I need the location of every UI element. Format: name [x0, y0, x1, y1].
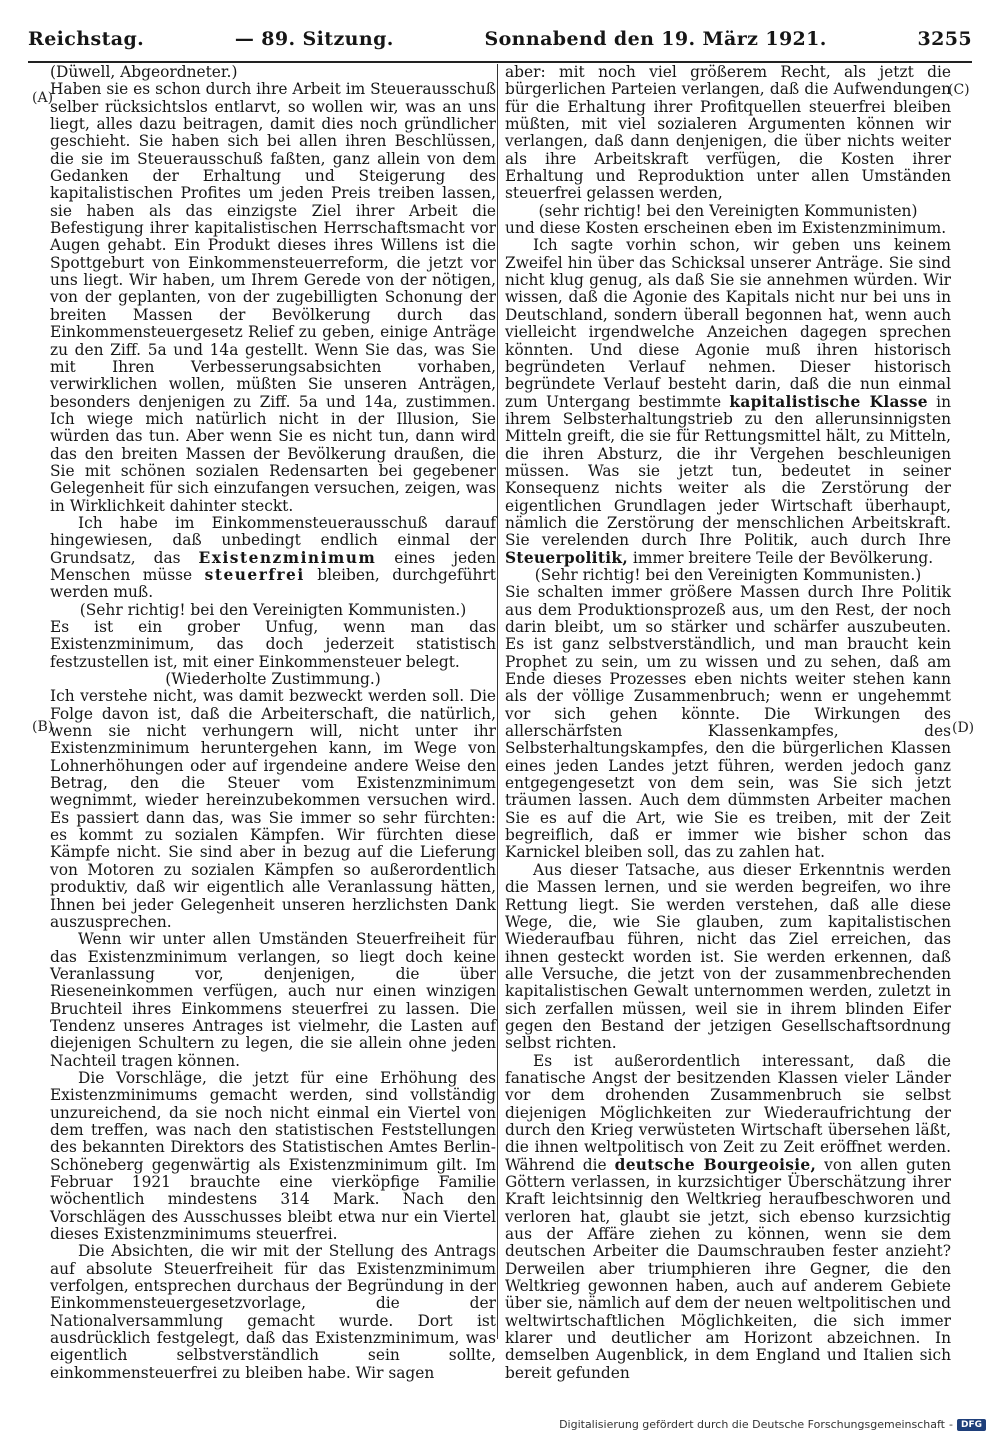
dfg-logo-icon: DFG — [957, 1419, 986, 1431]
margin-mark-b: (B) — [32, 719, 54, 735]
header-date: Sonnabend den 19. März 1921. — [484, 28, 827, 50]
interjection: (Sehr richtig! bei den Vereinigten Kommunisten.) — [534, 565, 922, 584]
paragraph: Ich verstehe nicht, was damit bezweckt werden soll. Die Folge davon ist, daß die Arbeiterschaft, die natürlich, wenn sie nicht verhungern will, nicht unter ihr Existenzminimum heruntergehen kann, im Wege von Lohnerhöhungen oder auf irgendeine andere Weise den Betrag, den die Steuer vom Existenzminimum wegnimmt, wieder hereinzubekommen versuchen wird. Es passiert dann das, was Sie immer so sehr fürchten: es kommt zu sozialen Kämpfen. Wir fürchten diese Kämpfe nicht. Sie sind aber in bezug auf die Lieferung von Motoren zu sozialen Kämpfen so außerordentlich produktiv, daß wir eigentlich alle Veranlassung hätten, Ihnen bei jeder Gelegenheit unseren herzlichsten Dank auszusprechen. — [50, 687, 496, 931]
page-header — [28, 28, 972, 58]
emphasis-deutsche-bourgeoisie: deutsche Bourgeoisie, — [614, 1155, 817, 1174]
paragraph: Ich sagte vorhin schon, wir geben uns keinem Zweifel hin über das Schicksal unserer Anträge. Sie sind nicht klug genug, als daß Sie sie annehmen würden. Wir wissen, daß die Agonie des Kapitals nicht nur bei uns in Deutschland, sondern überall begonnen hat, wenn auch vielleicht irgendwelche Anzeichen dagegen sprechen könnten. Und diese Agonie muß ihren historisch begründeten Verlauf nehmen. Dieser historisch begründete Verlauf besteht darin, daß die nun einmal zum Untergang bestimmte kapitalistische Klasse in ihrem Selbsterhaltungstrieb zu den allerunsinnigsten Mitteln greift, die sie für Rettungsmittel hält, zu Mitteln, die ihren Absturz, die ihr Vergehen beschleunigen müssen. Was sie jetzt tun, bedeutet in seiner Konsequenz nichts weiter als die Zerstörung der eigentlichen Grundlagen jeder Wirtschaft überhaupt, nämlich die Zerstörung der menschlichen Arbeitskraft. Sie verelenden durch Ihre Politik, auch durch Ihre Steuerpolitik, immer breitere Teile der Bevölkerung. — [505, 236, 951, 567]
paragraph: Die Vorschläge, die jetzt für eine Erhöhung des Existenzminimums gemacht werden, sind vollständig unzureichend, da sie noch nicht einmal ein Viertel von dem treffen, was nach den statistischen Feststellungen des bekannten Direktors des Statistischen Amtes Berlin-Schöneberg gegenwärtig als Existenzminimum gilt. Im Februar 1921 brauchte eine vierköpfige Familie wöchentlich mindestens 314 Mark. Nach den Vorschlägen des Ausschusses bleibt etwa nur ein Viertel dieses Existenzminimums steuerfrei. — [50, 1068, 496, 1244]
interjection: (sehr richtig! bei den Vereinigten Kommunisten) — [538, 201, 918, 220]
interjection: (Wiederholte Zustimmung.) — [165, 670, 381, 689]
header-publication: Reichstag. — [28, 28, 145, 50]
column-divider — [497, 64, 498, 1339]
interjection: (Sehr richtig! bei den Vereinigten Kommunisten.) — [79, 600, 467, 619]
paragraph: Aus dieser Tatsache, aus dieser Erkenntnis werden die Massen lernen, und sie werden begreifen, wo ihre Rettung liegt. Sie werden verstehen, daß alle diese Wege, die, wie Sie glauben, zum kapitalistischen Wiederaufbau führen, nicht das Ziel erreichen, das ihnen gesteckt worden ist. Sie werden erkennen, daß alle Versuche, die jetzt von der zusammenbrechenden kapitalistischen Gewalt unternommen werden, zuletzt in sich zerfallen müssen, weil sie in ihrem blinden Eifer gegen den Bestand der jetzigen Gesellschaftsordnung selbst richten. — [505, 860, 951, 1053]
emphasis-existenzminimum: Existenzminimum — [198, 548, 377, 567]
digitization-footer — [559, 1418, 986, 1431]
paragraph: Die Absichten, die wir mit der Stellung des Antrags auf absolute Steuerfreiheit für das Existenzminimum verfolgen, entsprechen durchaus der Begründung in der Einkommensteuergesetzvorlage, die der Nationalversammlung gemacht wurde. Dort ist ausdrücklich festgelegt, daß das Existenzminimum, was eigentlich selbstverständlich sein sollte, einkommensteuerfrei zu bleiben habe. Wir sagen — [50, 1242, 496, 1382]
right-column — [505, 64, 951, 1382]
margin-mark-c: (C) — [948, 82, 970, 98]
paragraph: Es ist ein grober Unfug, wenn man das Existenzminimum, das doch jederzeit statistisch festzustellen ist, mit einer Einkommensteuer belegt. — [50, 618, 496, 671]
header-session: — 89. Sitzung. — [234, 28, 394, 50]
header-page-number: 3255 — [917, 28, 972, 50]
paragraph: Ich habe im Einkommensteuerausschuß darauf hingewiesen, daß unbedingt endlich einmal der Grundsatz, das Existenzminimum eines jeden Menschen müsse steuerfrei bleiben, durchgeführt werden muß. — [50, 513, 496, 602]
footer-separator: - — [949, 1418, 953, 1431]
margin-mark-a: (A) — [32, 90, 54, 106]
paragraph: Wenn wir unter allen Umständen Steuerfreiheit für das Existenzminimum verlangen, so liegt doch keine Veranlassung vor, denjenigen, die über Rieseneinkommen verfügen, auch nur einen winzigen Bruchteil ihres Einkommens steuerfrei zu lassen. Die Tendenz unseres Antrages ist vielmehr, die Lasten auf diejenigen Schultern zu legen, die sie allein ohne jeden Nachteil tragen können. — [50, 930, 496, 1070]
speaker-label: (Düwell, Abgeordneter.) — [50, 63, 238, 81]
paragraph: Sie schalten immer größere Massen durch Ihre Politik aus dem Produktionsprozeß aus, um den Rest, der noch darin bleibt, um so stärker und schärfer auszubeuten. Es ist ganz selbstverständlich, und man braucht kein Prophet zu sein, um zu wissen und zu sehen, daß am Ende dieses Prozesses eben nichts weiter stehen kann als der völlige Zusammenbruch; wenn er ungehemmt vor sich gehen könnte. Die Wirkungen des allerschärfsten Klassenkampfes, des Selbsterhaltungskampfes, den die bürgerlichen Klassen eines jeden Landes jetzt führen, werden jedoch ganz entgegengesetzt von dem sein, was Sie sich jetzt träumen lassen. Auch dem dümmsten Arbeiter machen Sie es auf die Art, wie Sie es treiben, mit der Zeit begreiflich, daß er immer wie bisher schon das Karnickel bleiben soll, das zu zahlen hat. — [505, 583, 951, 862]
paragraph: und diese Kosten erscheinen eben im Existenzminimum. — [505, 219, 947, 238]
emphasis-steuerfrei: steuerfrei — [204, 565, 305, 584]
paragraph: aber: mit noch viel größerem Recht, als jetzt die bürgerlichen Parteien verlangen, daß die Aufwendungen für die Erhaltung ihrer Profitquellen steuerfrei bleiben müßten, mit viel sozialeren Argumenten können wir verlangen, daß dann denjenigen, die über nichts weiter als ihre Arbeitskraft verfügen, die Kosten ihrer Erhaltung und Reproduktion unter allen Umständen steuerfrei gelassen werden, — [505, 63, 951, 203]
emphasis-steuerpolitik: Steuerpolitik, — [505, 548, 629, 567]
left-column — [50, 64, 496, 1382]
footer-text: Digitalisierung gefördert durch die Deutsche Forschungsgemeinschaft — [559, 1418, 945, 1431]
paragraph: Es ist außerordentlich interessant, daß die fanatische Angst der besitzenden Klassen vieler Länder vor dem drohenden Zusammenbruch sie selbst diejenigen Möglichkeiten zur Wiederaufrichtung der durch den Krieg verwüsteten Wirtschaft übersehen läßt, die ihnen weltpolitisch von Zeit zu Zeit eröffnet werden. Während die deutsche Bourgeoisie, von allen guten Göttern verlassen, in kurzsichtiger Überschätzung ihrer Kraft leichtsinnig den Weltkrieg heraufbeschworen und verloren hat, glaubt sie jetzt, sich ebenso kurzsichtig aus der Affäre ziehen zu können, wenn sie dem deutschen Arbeiter die Daumschrauben fester anzieht? Derweilen aber triumphieren ihre Gegner, die den Weltkrieg gewonnen haben, auch auf anderem Gebiete über sie, nämlich auf dem der neuen weltpolitischen und weltwirtschaftlichen Möglichkeiten, die sich immer klarer und deutlicher am Horizont abzeichnen. In demselben Augenblick, in dem England und Italien sich bereit gefunden — [505, 1051, 951, 1382]
emphasis-kapitalistische-klasse: kapitalistische Klasse — [729, 392, 928, 411]
margin-mark-d: (D) — [952, 720, 975, 736]
paragraph: Haben sie es schon durch ihre Arbeit im Steuerausschuß selber rücksichtslos entlarvt, so wollen wir, was an uns liegt, alles dazu beitragen, damit dies noch gründlicher geschieht. Sie haben sich bei allen ihren Beschlüssen, die sie im Steuerausschuß faßten, ganz allein von dem Gedanken der Erhaltung und Steigerung des kapitalistischen Profites um jeden Preis treiben lassen, sie haben als das einzigste Ziel ihrer Arbeit die Befestigung ihrer kapitalistischen Herrschaftsmacht vor Augen gehabt. Ein Produkt dieses ihres Willens ist die Spottgeburt von Einkommensteuerreform, die jetzt vor uns liegt. Wir haben, um Ihrem Gerede von der nötigen, von der geplanten, von der zugebilligten Schonung der breiten Massen der Bevölkerung durch das Einkommensteuergesetz Relief zu geben, einige Anträge zu den Ziff. 5a und 14a gestellt. Wenn Sie das, was Sie mit Ihren Verbesserungsabsichten vorhaben, verwirklichen wollen, müßten Sie unseren Anträgen, besonders denjenigen zu Ziff. 5a und 14a, zustimmen. Ich wiege mich natürlich nicht in der Illusion, Sie würden das tun. Aber wenn Sie es nicht tun, dann wird das den breiten Massen der Bevölkerung draußen, die Sie mit schönen sozialen Redensarten bei gegebener Gelegenheit für sich einzufangen versuchen, zeigen, was in Wirklichkeit dahinter steckt. — [50, 80, 496, 515]
